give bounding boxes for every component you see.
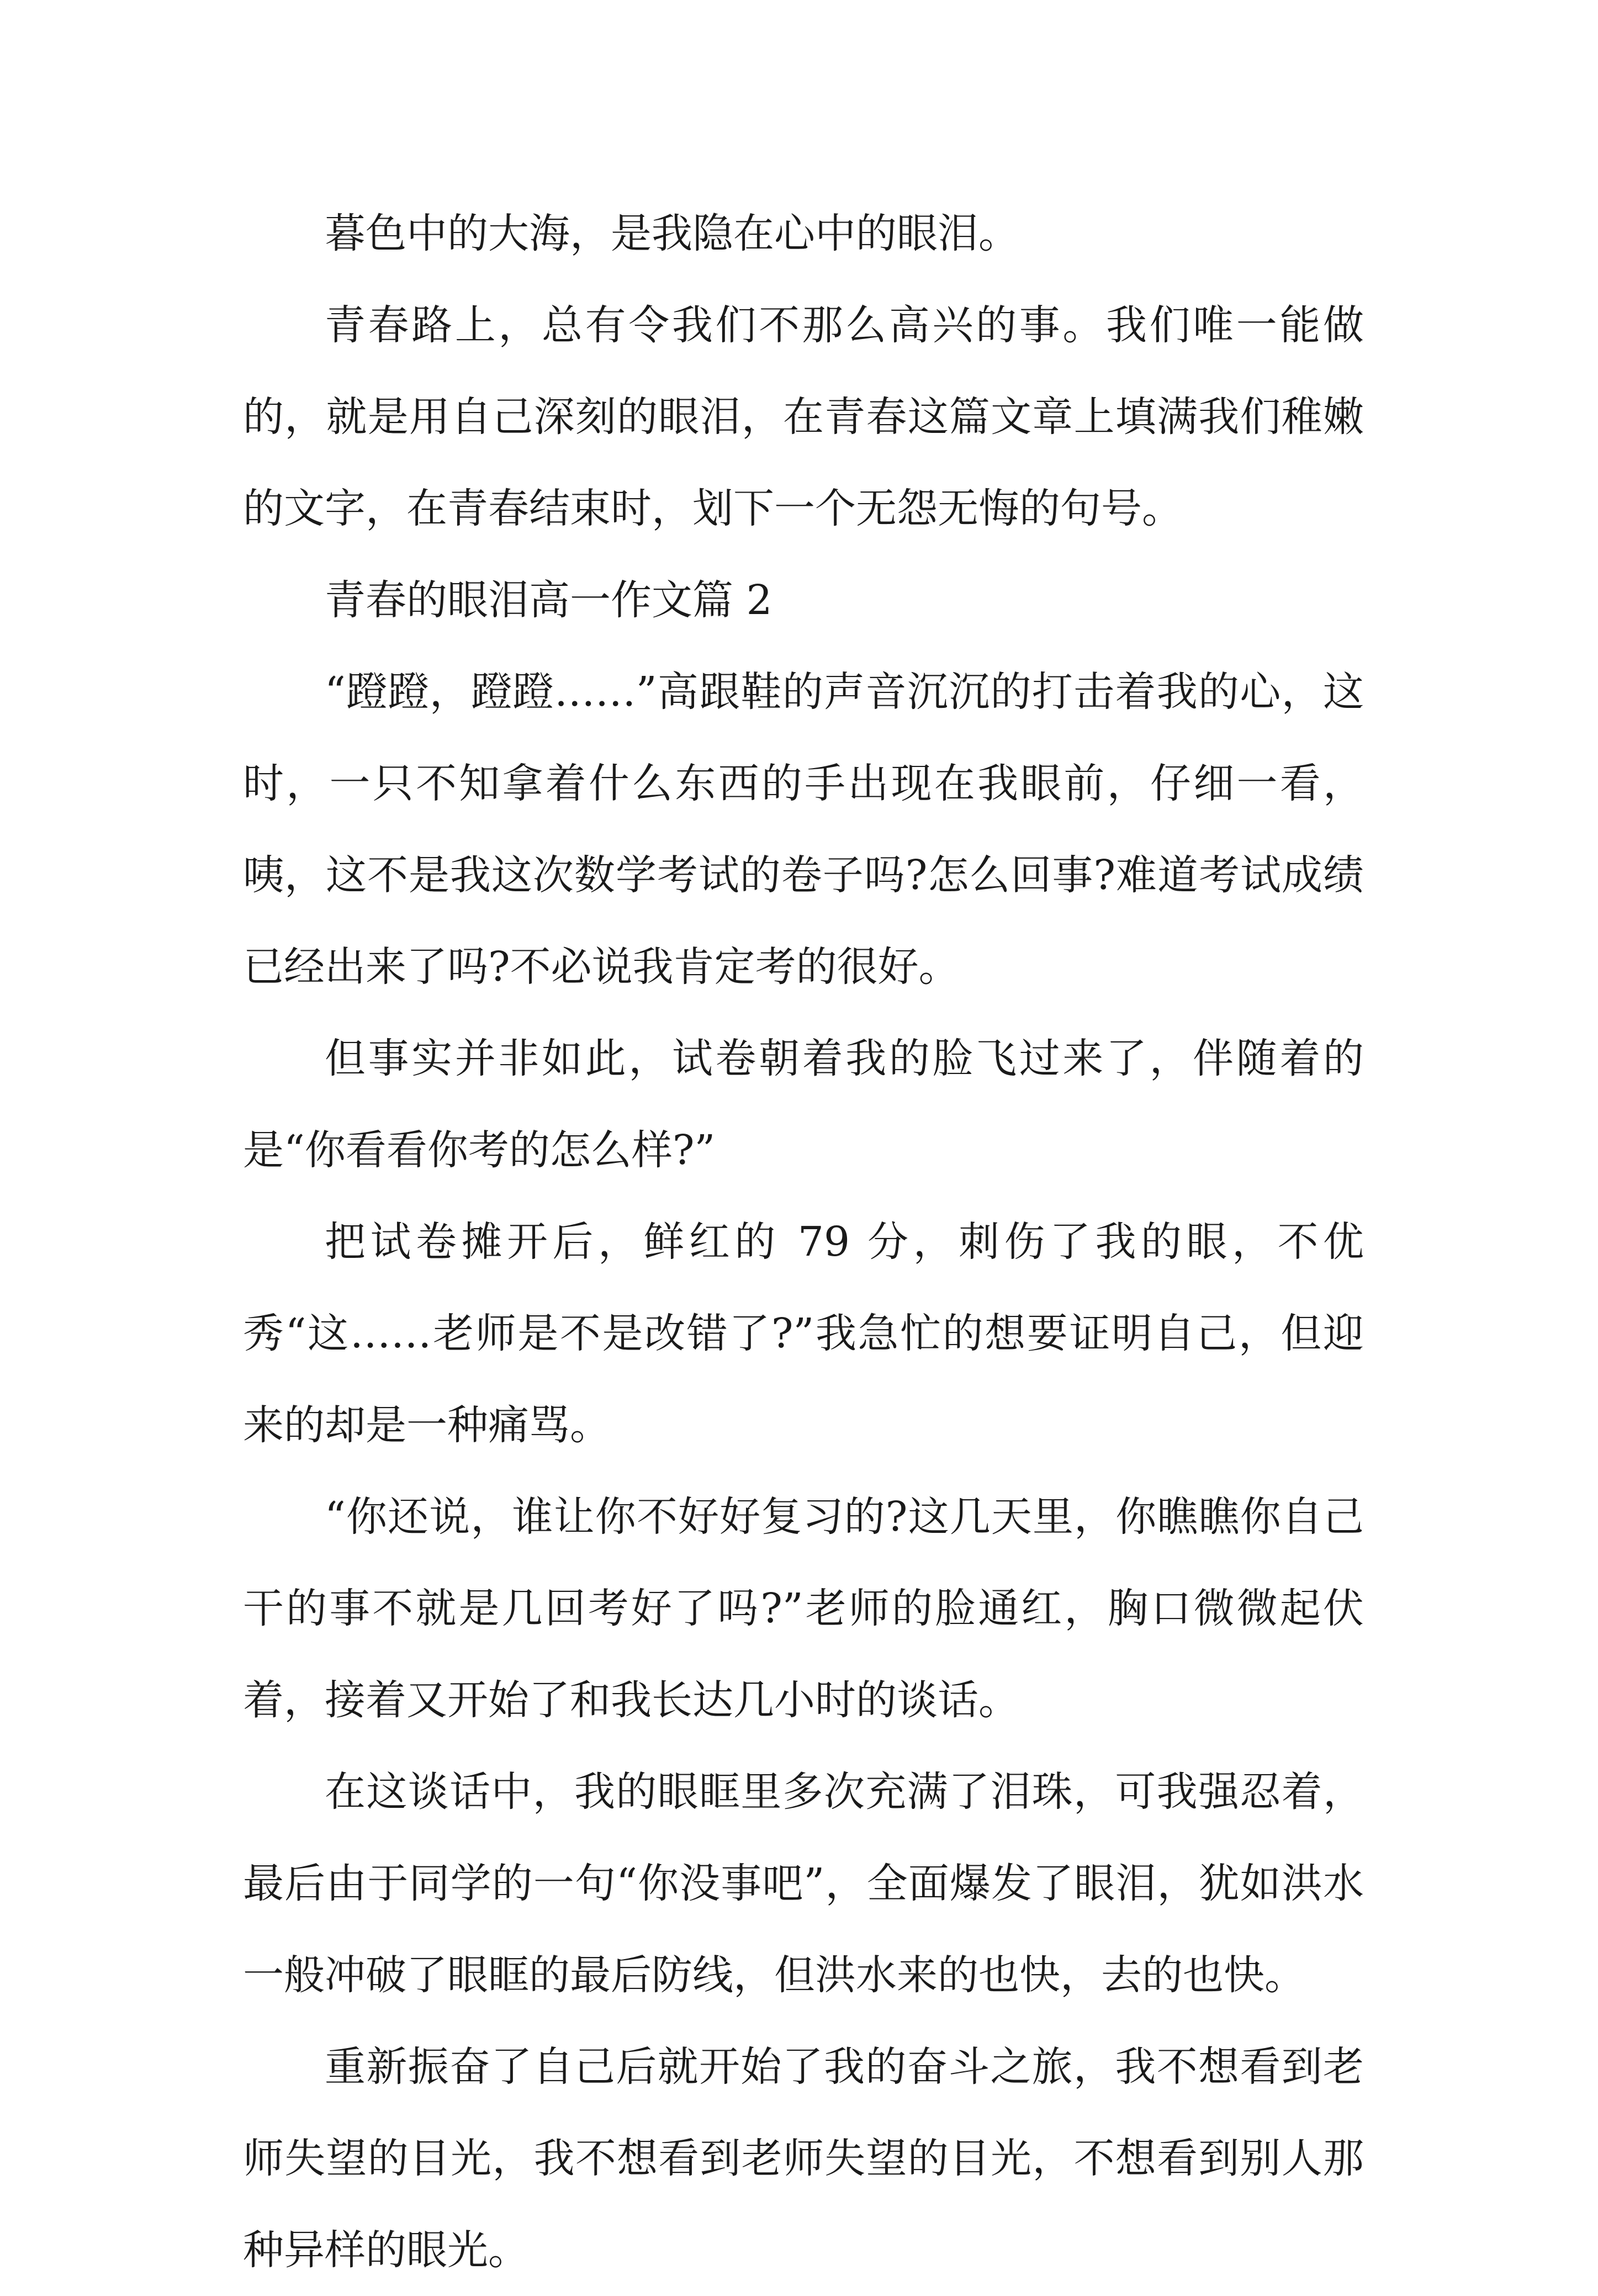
paragraph: “蹬蹬，蹬蹬……”高跟鞋的声音沉沉的打击着我的心，这时，一只不知拿着什么东西的手出现在我眼前，仔细一看，咦，这不是我这次数学考试的卷子吗?怎么回事?难道考试成绩已经出来了吗?不必说我肯定考的很好。: [243, 668, 1364, 991]
paragraph: 暮色中的大海，是我隐在心中的眼泪。: [325, 210, 1019, 257]
document-body: [243, 188, 1364, 2296]
paragraph: 在这谈话中，我的眼眶里多次充满了泪珠，可我强忍着，最后由于同学的一句“你没事吧”，全面爆发了眼泪，犹如洪水一般冲破了眼眶的最后防线，但洪水来的也快，去的也快。: [243, 1768, 1364, 1999]
paragraph: 重新振奋了自己后就开始了我的奋斗之旅，我不想看到老师失望的目光，我不想看到老师失望的目光，不想看到别人那种异样的眼光。: [243, 2043, 1364, 2274]
paragraph: “你还说，谁让你不好好复习的?这几天里，你瞧瞧你自己干的事不就是几回考好了吗?”老师的脸通红，胸口微微起伏着，接着又开始了和我长达几小时的谈话。: [243, 1493, 1364, 1724]
paragraph: 但事实并非如此，试卷朝着我的脸飞过来了，伴随着的是“你看看你考的怎么样?”: [243, 1035, 1364, 1174]
paragraph: 青春路上，总有令我们不那么高兴的事。我们唯一能做的，就是用自己深刻的眼泪，在青春这篇文章上填满我们稚嫩的文字，在青春结束时，划下一个无怨无悔的句号。: [243, 301, 1364, 532]
paragraph: 把试卷摊开后，鲜红的 79 分，刺伤了我的眼，不优秀“这……老师是不是改错了?”我急忙的想要证明自己，但迎来的却是一种痛骂。: [243, 1218, 1364, 1449]
section-heading: 青春的眼泪高一作文篇 2: [325, 576, 772, 624]
